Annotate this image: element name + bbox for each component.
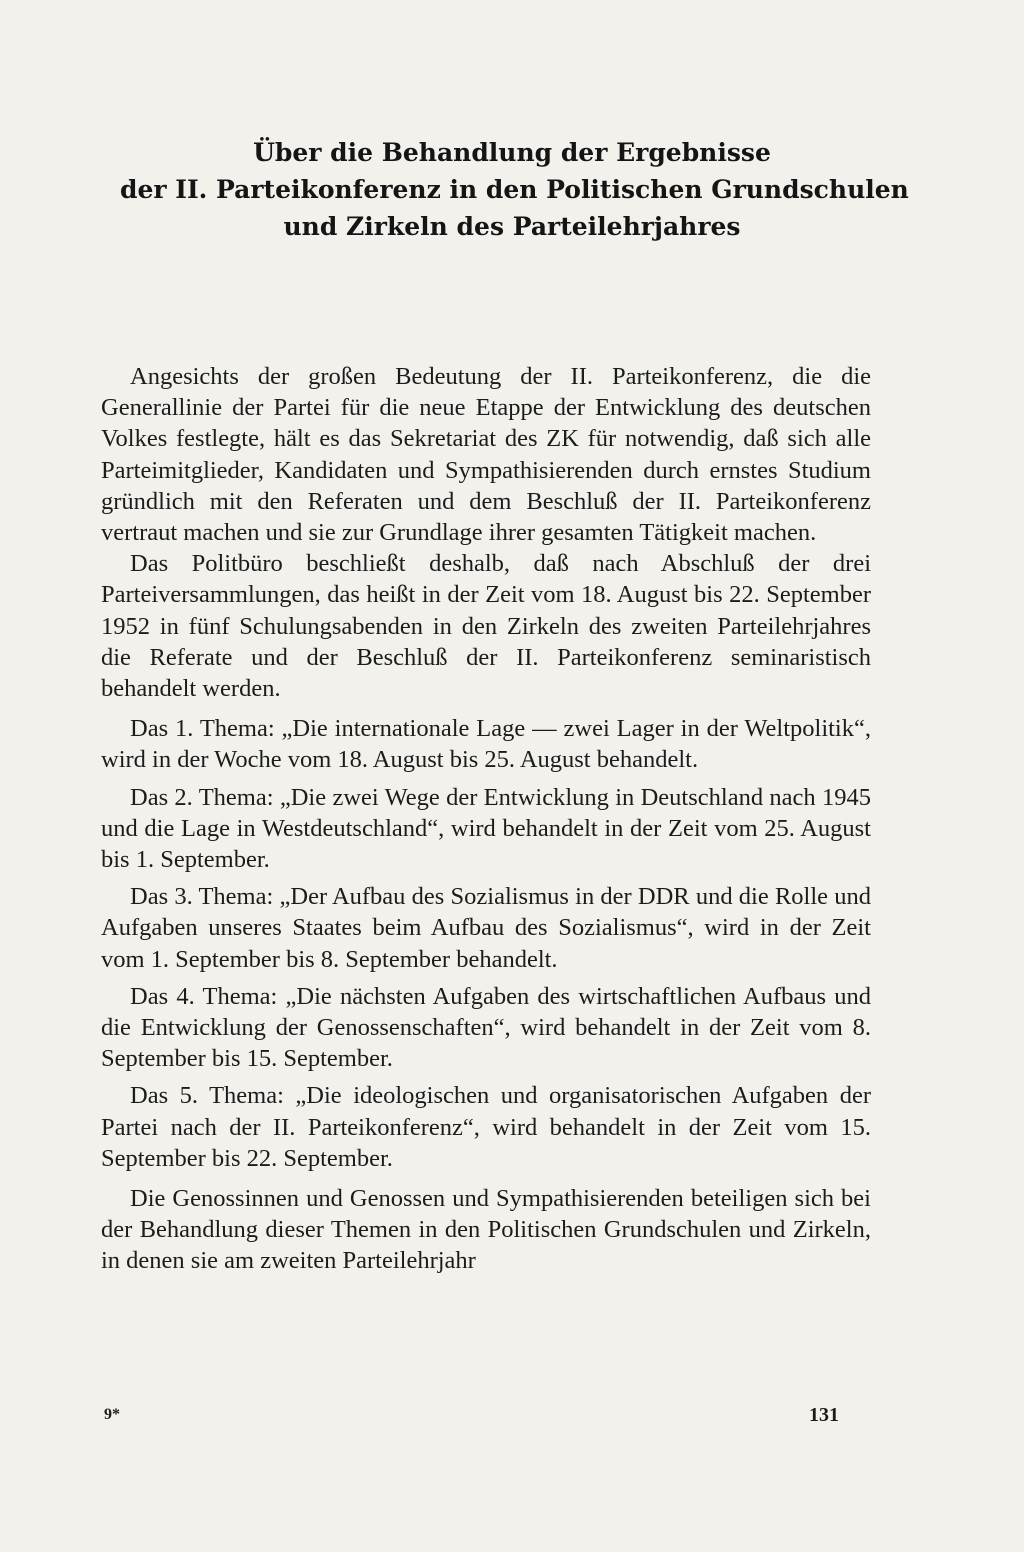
title-line-3: und Zirkeln des Parteilehrjahres bbox=[283, 212, 741, 241]
title-line-2: der II. Parteikonferenz in den Politischen Grundschulen bbox=[120, 175, 909, 204]
paragraph-topic-3: Das 3. Thema: „Der Aufbau des Sozialismus in der DDR und die Rolle und Aufgaben unseres Staates beim Aufbau des Sozialismus“, wird in der Zeit vom 1. September bis 8. September behandelt. bbox=[101, 883, 871, 973]
section-title bbox=[120, 134, 909, 245]
signature-mark: 9* bbox=[104, 1406, 120, 1423]
paragraph-intro: Angesichts der großen Bedeutung der II. Parteikonferenz, die die Generallinie der Partei für die neue Etappe der Entwicklung des deutschen Volkes festlegte, hält es das Sekretariat des ZK für notwendig, daß sich alle Parteimitglieder, Kandidaten und Sympathisierenden durch ernstes Studium gründlich mit den Referaten und dem Beschluß der II. Parteikonferenz vertraut machen und sie zur Grundlage ihrer gesamten Tätigkeit machen. bbox=[101, 363, 871, 547]
paragraph-decision: Das Politbüro beschließt deshalb, daß nach Abschluß der drei Parteiversammlungen, das heißt in der Zeit vom 18. August bis 22. September 1952 in fünf Schulungsabenden in den Zirkeln des zweiten Parteilehrjahres die Referate und der Beschluß der II. Parteikonferenz seminaristisch behandelt werden. bbox=[101, 550, 871, 703]
paragraph-topic-4: Das 4. Thema: „Die nächsten Aufgaben des wirtschaftlichen Aufbaus und die Entwicklung der Genossenschaften“, wird behandelt in der Zeit vom 8. September bis 15. September. bbox=[101, 982, 871, 1073]
paragraph-topic-1: Das 1. Thema: „Die internationale Lage — zwei Lager in der Weltpolitik“, wird in der Woche vom 18. August bis 25. August behandelt. bbox=[101, 715, 871, 774]
body-text bbox=[101, 361, 871, 1277]
paragraph-topic-2: Das 2. Thema: „Die zwei Wege der Entwicklung in Deutschland nach 1945 und die Lage in Westdeutschland“, wird behandelt in der Zeit vom 25. August bis 1. September. bbox=[101, 783, 871, 874]
paragraph-participation: Die Genossinnen und Genossen und Sympathisierenden beteiligen sich bei der Behandlung dieser Themen in den Politischen Grundschulen und Zirkeln, in denen sie am zweiten Parteilehrjahr bbox=[101, 1185, 871, 1275]
page-number: 131 bbox=[809, 1404, 839, 1426]
title-line-1: Über die Behandlung der Ergebnisse bbox=[253, 138, 771, 167]
paragraph-topic-5: Das 5. Thema: „Die ideologischen und organisatorischen Aufgaben der Partei nach der II. Parteikonferenz“, wird behandelt in der Zeit vom 15. September bis 22. September. bbox=[101, 1082, 871, 1172]
